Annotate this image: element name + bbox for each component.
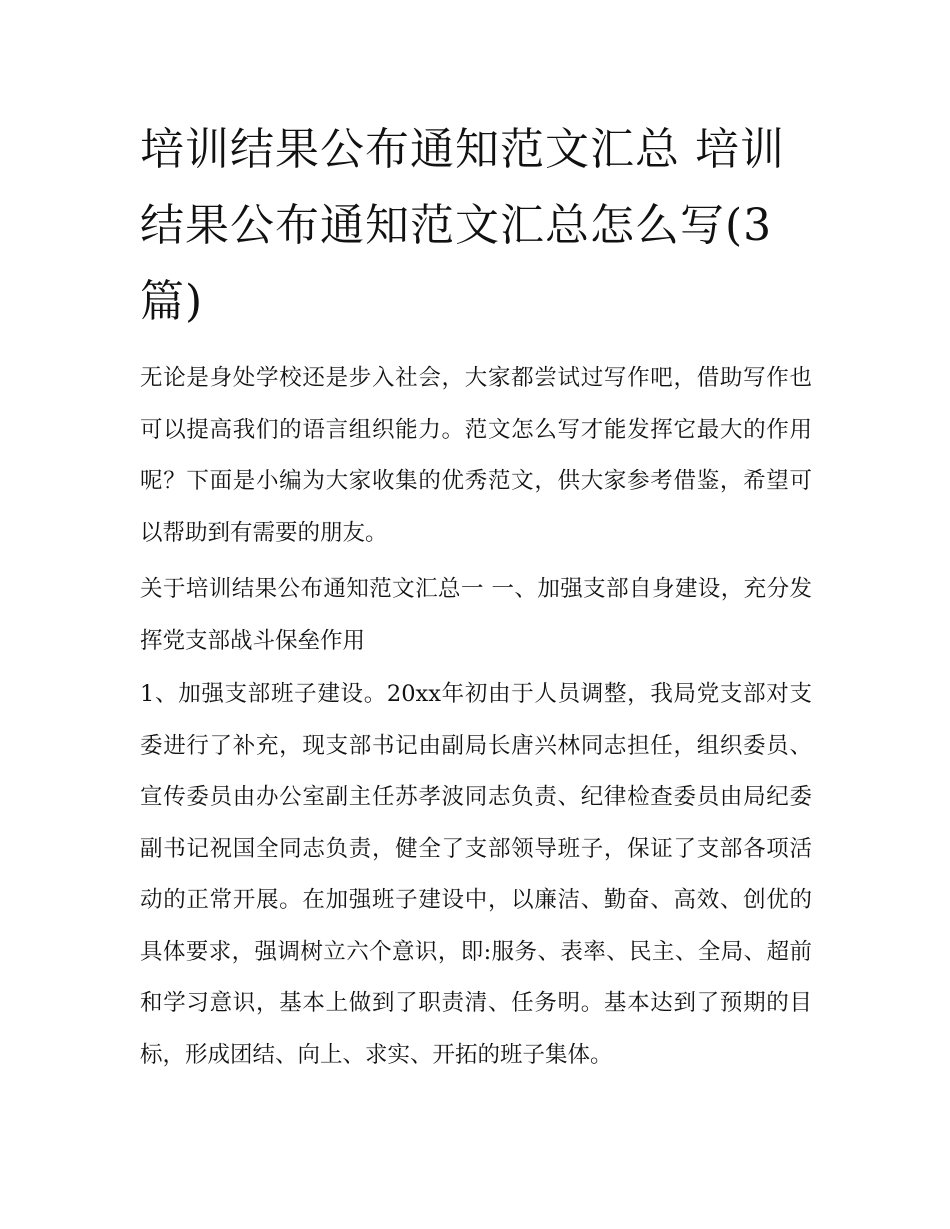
document-page: [140, 112, 812, 1081]
document-title: 培训结果公布通知范文汇总 培训结果公布通知范文汇总怎么写(3篇): [140, 124, 785, 327]
point-1-paragraph: 1、加强支部班子建设。20xx年初由于人员调整，我局党支部对支委进行了补充，现支部书记由副局长唐兴林同志担任，组织委员、宣传委员由办公室副主任苏孝波同志负责、纪律检查委员由局纪委副书记祝国全同志负责，健全了支部领导班子，保证了支部各项活动的正常开展。在加强班子建设中，以廉洁、勤奋、高效、创优的具体要求，强调树立六个意识，即:服务、表率、民主、全局、超前和学习意识，基本上做到了职责清、任务明。基本达到了预期的目标，形成团结、向上、求实、开拓的班子集体。: [140, 681, 812, 1068]
intro-paragraph: 无论是身处学校还是步入社会，大家都尝试过写作吧，借助写作也可以提高我们的语言组织能力。范文怎么写才能发挥它最大的作用呢？下面是小编为大家收集的优秀范文，供大家参考借鉴，希望可以帮助到有需要的朋友。: [140, 365, 812, 546]
section-heading: 关于培训结果公布通知范文汇总一 一、加强支部自身建设，充分发挥党支部战斗保垒作用: [140, 576, 812, 654]
